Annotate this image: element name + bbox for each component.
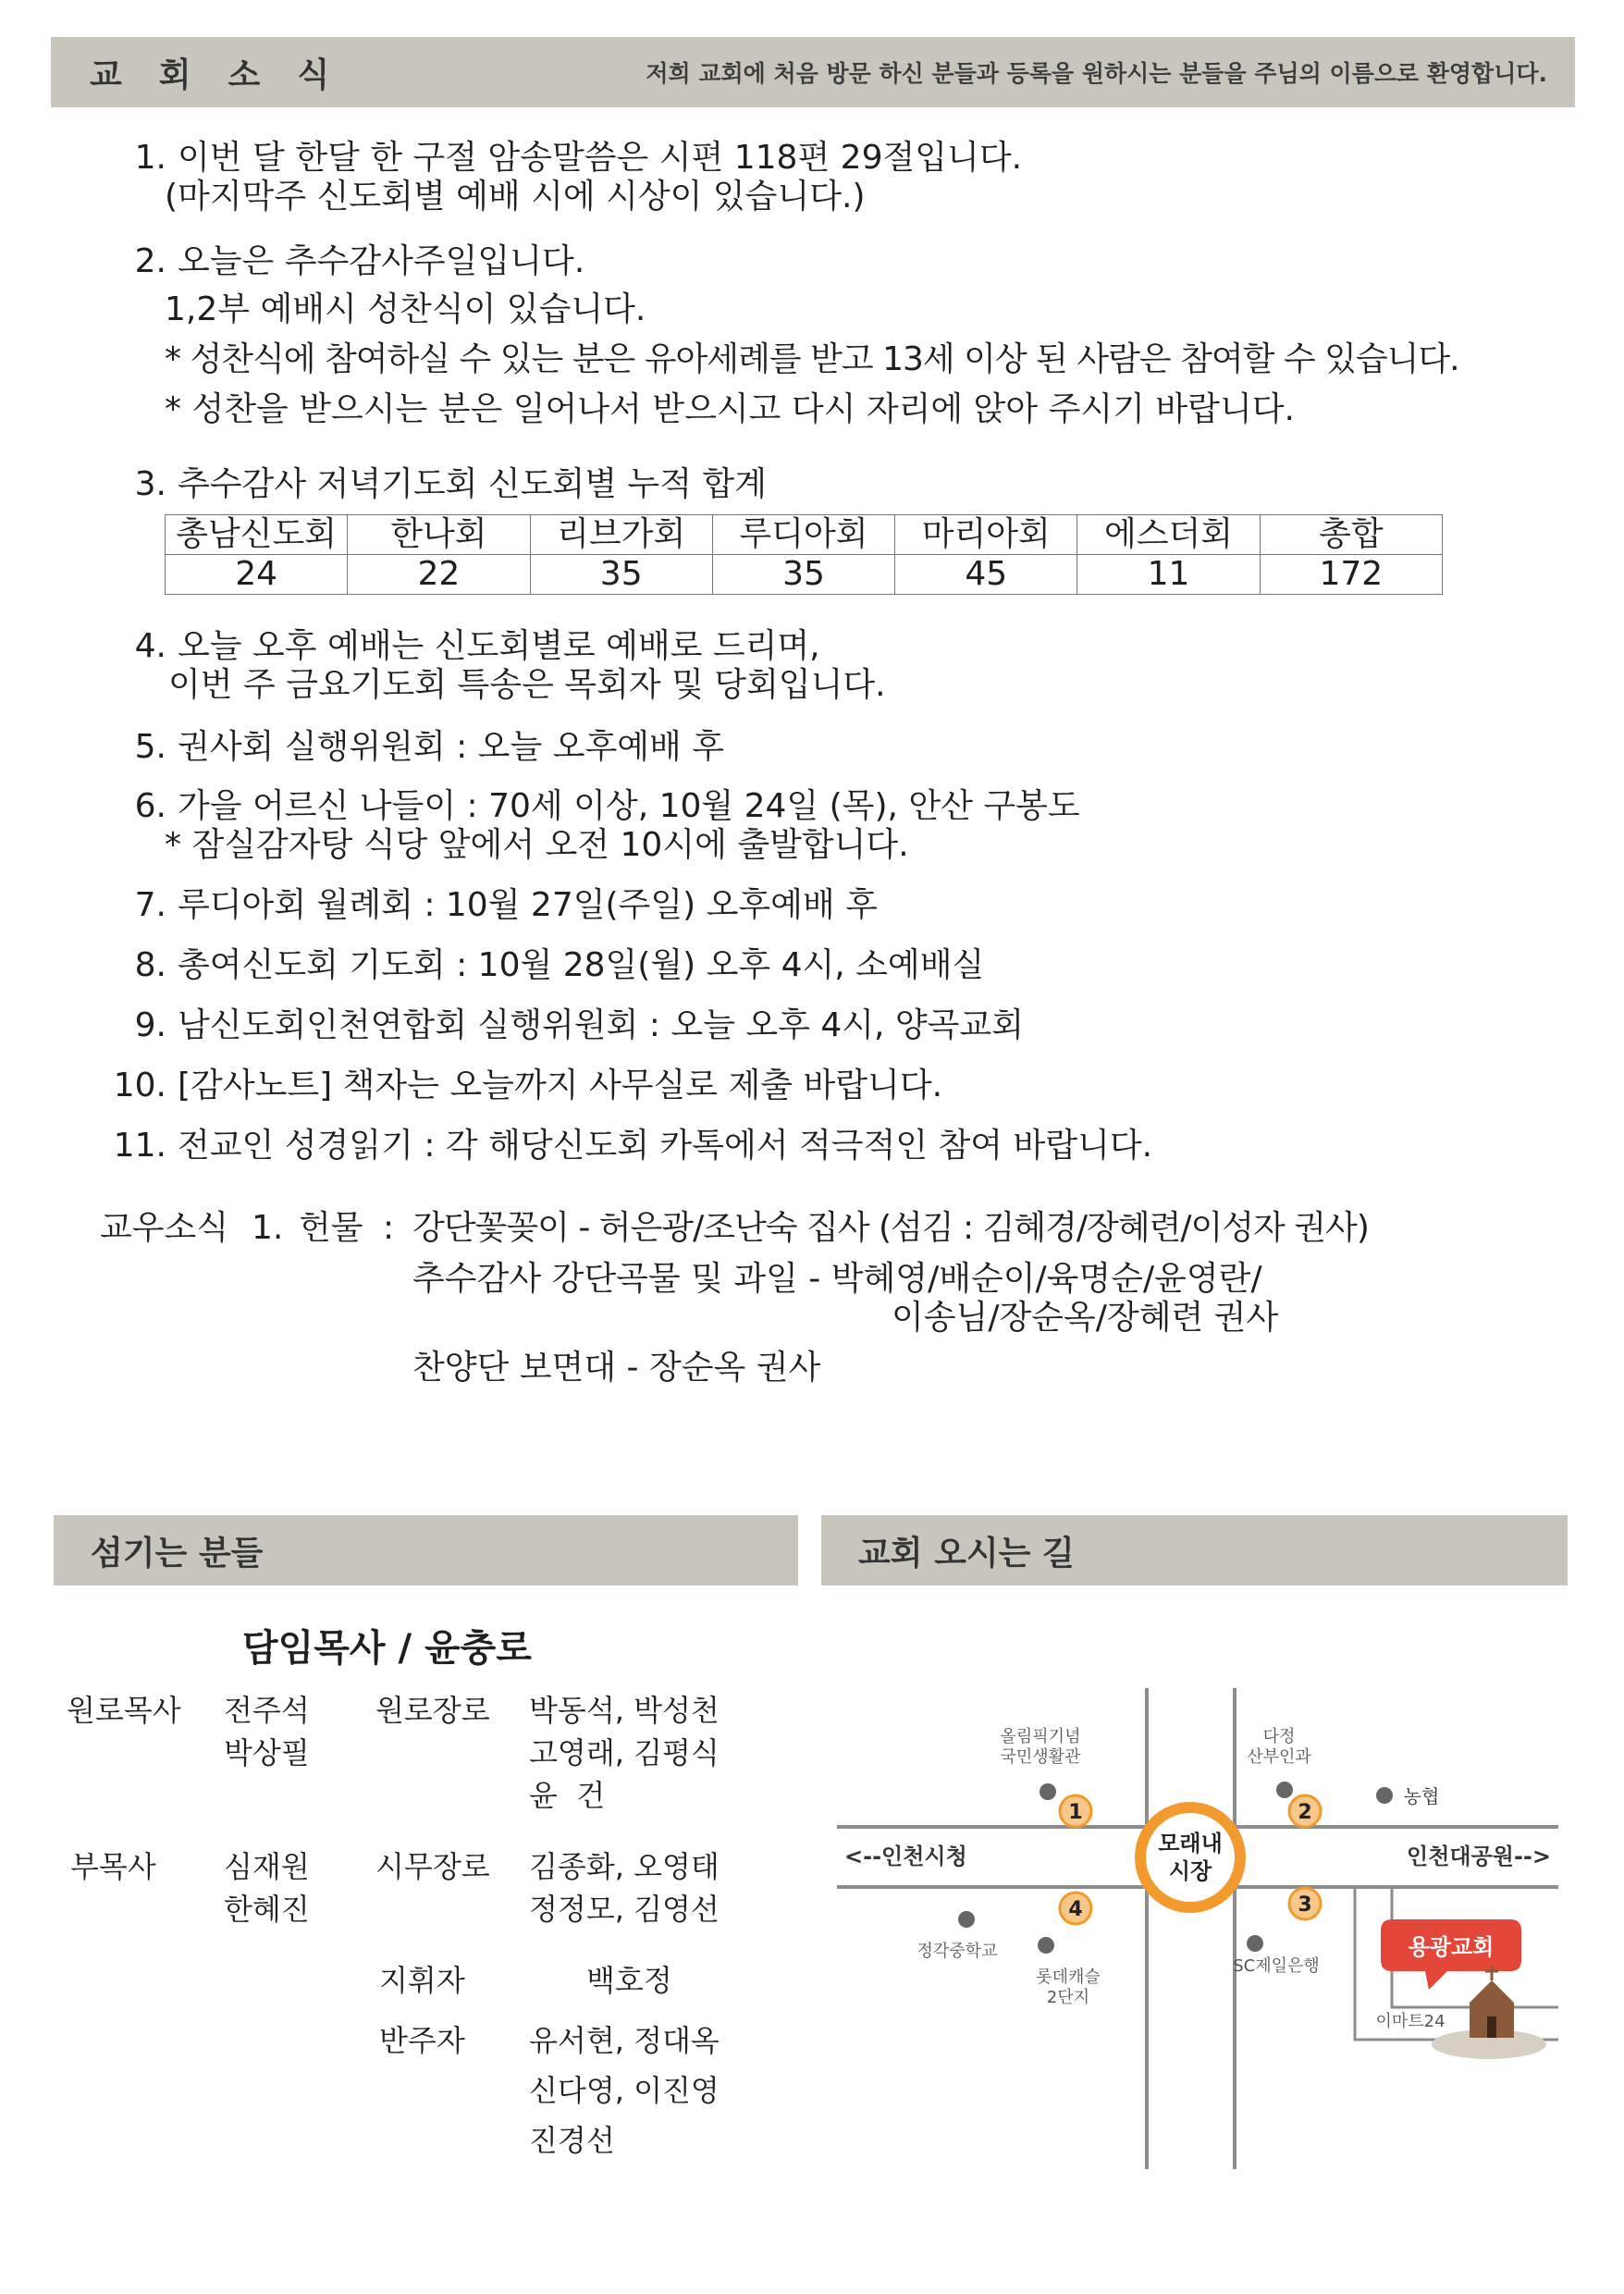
- church-label: 용광교회: [1408, 1934, 1495, 1960]
- landmark-dot: [958, 1911, 975, 1928]
- landmark-label: 정각중학교: [917, 1942, 998, 1961]
- staff-name: 신다영, 이진영: [529, 2073, 720, 2108]
- road-label-right: 인천대공원-->: [1407, 1844, 1551, 1869]
- table-header: 마리아회: [895, 515, 1077, 555]
- item-number: 4.: [134, 627, 166, 665]
- exit-2: 2: [1298, 1801, 1312, 1824]
- table-header: 한나회: [348, 515, 530, 555]
- landmark-dot: [1376, 1787, 1393, 1804]
- item-number: 1.: [134, 139, 166, 177]
- landmark-dot: [1040, 1783, 1056, 1800]
- market-label: 시장: [1168, 1858, 1212, 1884]
- landmark-dot: [1038, 1937, 1054, 1954]
- news-line: 추수감사 강단곡물 및 과일 - 박혜영/배순이/육명순/윤영란/: [412, 1260, 1262, 1298]
- item-text: 총여신도회 기도회 : 10월 28일(월) 오후 4시, 소예배실: [178, 946, 985, 984]
- item-text: 권사회 실행위원회 : 오늘 오후예배 후: [178, 728, 724, 766]
- item-text: * 성찬식에 참여하실 수 있는 분은 유아세례를 받고 13세 이상 된 사람은 참여할 수 있습니다.: [165, 340, 1459, 378]
- landmark-label: 2단지: [1046, 1988, 1090, 2007]
- table-row: [166, 515, 1443, 555]
- market-label: 모래내: [1158, 1831, 1223, 1856]
- senior-pastor: 담임목사 / 윤충로: [242, 1627, 532, 1670]
- table-header: 리브가회: [530, 515, 712, 555]
- staff-label: 지휘자: [379, 1963, 465, 1998]
- welcome-text: 저희 교회에 처음 방문 하신 분들과 등록을 원하시는 분들을 주님의 이름으로 환영합니다.: [646, 60, 1547, 87]
- landmark-label: 이마트24: [1375, 2012, 1446, 2031]
- exit-3: 3: [1298, 1893, 1312, 1917]
- staff-label: 원로장로: [375, 1693, 490, 1728]
- item-number: 9.: [134, 1006, 166, 1044]
- table-header: 총합: [1260, 515, 1442, 555]
- staff-name: 백호정: [586, 1963, 672, 1998]
- totals-table: [165, 514, 1443, 595]
- item-text: 추수감사 저녁기도회 신도회별 누적 합계: [178, 465, 767, 503]
- landmark-label: 올림픽기념: [1000, 1727, 1081, 1746]
- item-number: 2.: [134, 242, 166, 280]
- item-number: 3.: [134, 465, 166, 503]
- exit-4: 4: [1068, 1898, 1083, 1921]
- landmark-label: 롯데캐슬: [1036, 1967, 1101, 1987]
- landmark-label: 국민생활관: [1000, 1747, 1081, 1767]
- item-text: * 잠실감자탕 식당 앞에서 오전 10시에 출발합니다.: [165, 826, 909, 864]
- item-text: 오늘 오후 예배는 신도회별로 예배로 드리며,: [178, 627, 820, 665]
- church-icon: [1470, 1966, 1514, 2038]
- table-cell: 35: [712, 555, 894, 595]
- news-item: 헌물: [299, 1209, 363, 1247]
- staff-label: 원로목사: [67, 1693, 181, 1728]
- staff-name: 윤 건: [529, 1778, 606, 1813]
- item-number: 8.: [134, 946, 166, 984]
- table-header: 루디아회: [712, 515, 894, 555]
- item-text: 가을 어르신 나들이 : 70세 이상, 10월 24일 (목), 안산 구봉도: [178, 787, 1080, 825]
- staff-label: 반주자: [379, 2023, 465, 2058]
- staff-name: 고영래, 김평식: [529, 1735, 720, 1770]
- news-header-band: [51, 37, 1575, 107]
- staff-name: 박동석, 박성천: [529, 1693, 720, 1728]
- directions-header-band: [821, 1515, 1568, 1585]
- news-title: 교회소식: [90, 56, 367, 94]
- item-text: 1,2부 예배시 성찬식이 있습니다.: [165, 290, 646, 328]
- news-line: 이송님/장순옥/장혜련 권사: [892, 1299, 1279, 1337]
- road-label-left: <--인천시청: [844, 1844, 967, 1869]
- church-marker: [1381, 1919, 1546, 2059]
- staff-name: 정정모, 김영선: [529, 1892, 720, 1927]
- directions-map: [837, 1688, 1558, 2169]
- intersection-ring: [1135, 1802, 1246, 1913]
- staff-name: 김종화, 오영태: [529, 1849, 720, 1884]
- exit-1: 1: [1068, 1801, 1083, 1824]
- staff-label: 부목사: [70, 1849, 156, 1884]
- landmark-dot: [1276, 1782, 1293, 1798]
- landmark-dot: [1247, 1935, 1263, 1952]
- staff-name: 진경선: [529, 2123, 615, 2158]
- staff-name: 유서현, 정대옥: [529, 2023, 720, 2058]
- table-cell: 45: [895, 555, 1077, 595]
- item-number: 11.: [113, 1127, 166, 1165]
- table-cell: 24: [166, 555, 348, 595]
- news-colon: :: [383, 1209, 395, 1247]
- landmark-label: SC제일은행: [1233, 1956, 1320, 1976]
- landmark-label: 다정: [1262, 1727, 1296, 1746]
- item-number: 10.: [113, 1067, 166, 1104]
- staff-label: 시무장로: [375, 1849, 490, 1884]
- table-cell: 11: [1077, 555, 1260, 595]
- news-line: 강단꽃꽂이 - 허은광/조난숙 집사 (섬김 : 김혜경/장혜련/이성자 권사): [412, 1209, 1369, 1247]
- item-number: 5.: [134, 728, 166, 766]
- table-row: [166, 555, 1443, 595]
- item-text: 이번 달 한달 한 구절 암송말씀은 시편 118편 29절입니다.: [178, 139, 1023, 177]
- item-text: [감사노트] 책자는 오늘까지 사무실로 제출 바랍니다.: [178, 1067, 943, 1104]
- item-text: * 성찬을 받으시는 분은 일어나서 받으시고 다시 자리에 앉아 주시기 바랍니다.: [165, 390, 1295, 428]
- staff-name: 심재원: [224, 1849, 310, 1884]
- item-text: 오늘은 추수감사주일입니다.: [178, 242, 585, 280]
- staff-name: 전주석: [224, 1693, 310, 1728]
- table-cell: 172: [1260, 555, 1442, 595]
- table-header: 총남신도회: [166, 515, 348, 555]
- news-number: 1.: [252, 1209, 284, 1247]
- landmark-label: 농협: [1403, 1785, 1440, 1807]
- item-text: 이번 주 금요기도회 특송은 목회자 및 당회입니다.: [168, 666, 886, 704]
- staff-name: 박상필: [224, 1735, 310, 1770]
- item-text: 전교인 성경읽기 : 각 해당신도회 카톡에서 적극적인 참여 바랍니다.: [178, 1127, 1153, 1165]
- table-cell: 22: [348, 555, 530, 595]
- table-header: 에스더회: [1077, 515, 1260, 555]
- serving-header-band: [54, 1515, 798, 1585]
- item-number: 7.: [134, 886, 166, 924]
- item-text: 남신도회인천연합회 실행위원회 : 오늘 오후 4시, 양곡교회: [178, 1006, 1024, 1044]
- item-text: 루디아회 월례회 : 10월 27일(주일) 오후예배 후: [178, 886, 878, 924]
- landmark-label: 산부인과: [1247, 1747, 1311, 1767]
- serving-title: 섬기는 분들: [91, 1534, 264, 1572]
- staff-name: 한혜진: [224, 1892, 310, 1927]
- item-text: (마지막주 신도회별 예배 시에 시상이 있습니다.): [165, 178, 866, 216]
- item-number: 6.: [134, 787, 166, 825]
- table-cell: 35: [530, 555, 712, 595]
- directions-title: 교회 오시는 길: [858, 1534, 1075, 1572]
- news-line: 찬양단 보면대 - 장순옥 권사: [412, 1349, 821, 1387]
- news-label: 교우소식: [100, 1209, 229, 1247]
